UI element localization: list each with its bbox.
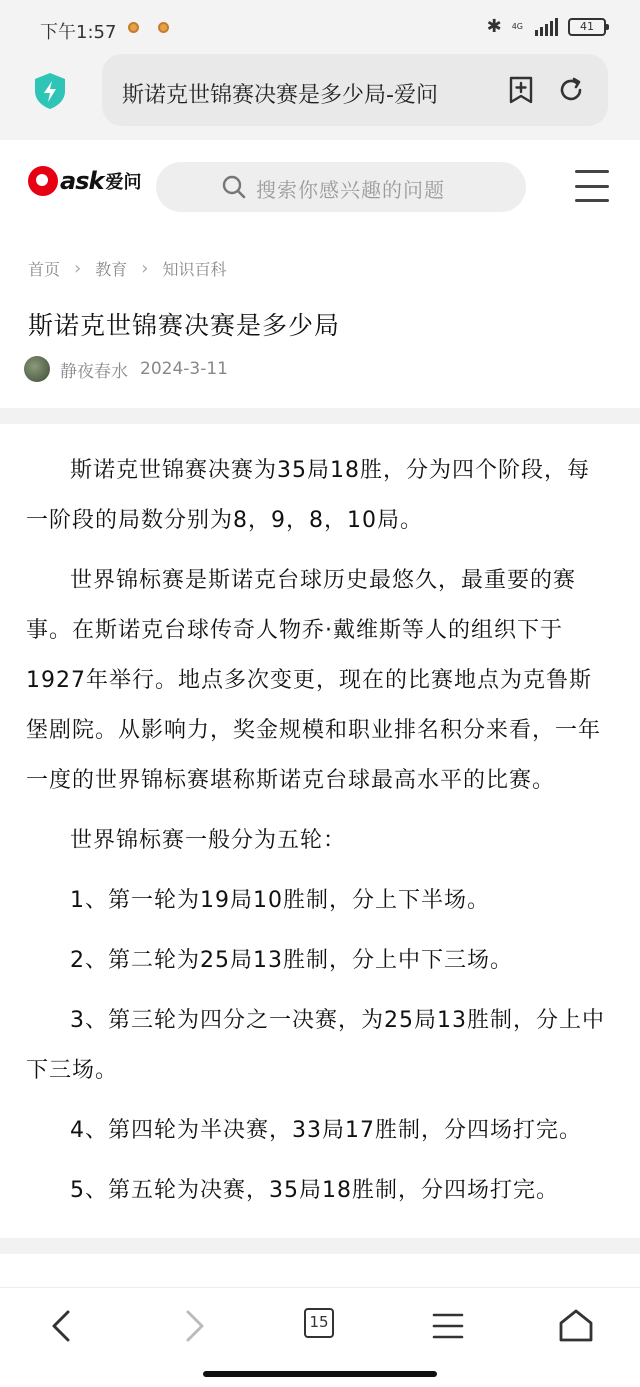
logo-eye-icon [28,166,58,196]
breadcrumb-education[interactable]: 教育 [95,260,128,279]
site-header [0,140,640,232]
article-paragraph: 5、第五轮为决赛，35局18胜制，分四场打完。 [70,1178,559,1203]
article-paragraph: 4、第四轮为半决赛，33局17胜制，分四场打完。 [70,1118,582,1143]
home-icon[interactable] [556,1306,596,1346]
breadcrumb-encyclopedia[interactable]: 知识百科 [162,260,227,279]
battery-icon [568,18,606,36]
article-paragraph: 斯诺克世锦赛决赛为35局18胜，分为四个阶段，每一阶段的局数分别为8，9，8，10局。 [26,458,590,533]
tabs-icon[interactable] [304,1308,334,1338]
article-paragraph: 1、第一轮为19局10胜制，分上下半场。 [70,888,490,913]
reload-icon[interactable] [557,76,585,104]
menu-icon[interactable] [428,1306,468,1346]
signal-icon [535,18,558,36]
article-paragraph: 世界锦标赛是斯诺克台球历史最悠久，最重要的赛事。在斯诺克台球传奇人物乔·戴维斯等人的组织下于1927年举行。地点多次变更，现在的比赛地点为克鲁斯堡剧院。从影响力，奖金规模和职业排名积分来看，一年一度的世界锦标赛堪称斯诺克台球最高水平的比赛。 [26,568,602,793]
author-info [24,356,228,382]
breadcrumb [28,257,226,280]
gesture-home-bar[interactable] [203,1371,437,1377]
address-bar[interactable] [102,54,608,126]
back-icon[interactable] [42,1306,82,1346]
chevron-right-icon: › [74,258,82,279]
browser-toolbar [0,52,640,140]
hamburger-menu-icon[interactable] [575,170,609,202]
status-time: 下午1:57 [40,22,117,43]
notification-icon [128,22,139,33]
avatar[interactable] [24,356,50,382]
battery-level: 41 [580,19,594,33]
bluetooth-icon: ✱ [486,16,502,37]
article-paragraph: 2、第二轮为25局13胜制，分上中下三场。 [70,948,513,973]
logo-suffix: 爱问 [105,172,142,193]
page-url-title[interactable]: 斯诺克世锦赛决赛是多少局-爱问 [122,78,472,109]
section-divider [0,1238,640,1254]
publish-date: 2024-3-11 [140,359,228,379]
chevron-right-icon: › [141,258,149,279]
search-input[interactable] [156,162,526,212]
status-bar [0,0,640,52]
article-paragraph: 3、第三轮为四分之一决赛，为25局13胜制，分上中下三场。 [26,1008,605,1083]
security-shield-icon[interactable] [32,71,68,111]
browser-bottom-nav [0,1287,640,1387]
author-name[interactable]: 静夜春水 [60,361,128,382]
network-label: 4G [511,21,523,31]
section-divider [0,408,640,424]
iask-logo[interactable] [28,166,141,196]
page-title: 斯诺克世锦赛决赛是多少局 [28,311,341,340]
tab-count: 15 [309,1313,329,1331]
article-body [26,446,610,1226]
forward-icon[interactable] [174,1306,214,1346]
search-placeholder: 搜索你感兴趣的问题 [256,178,445,202]
add-bookmark-icon[interactable] [508,76,534,104]
article-paragraph: 世界锦标赛一般分为五轮： [70,828,347,853]
search-icon [222,175,246,199]
logo-text: ask [60,167,104,195]
breadcrumb-home[interactable]: 首页 [28,260,61,279]
notification-icon [158,22,169,33]
